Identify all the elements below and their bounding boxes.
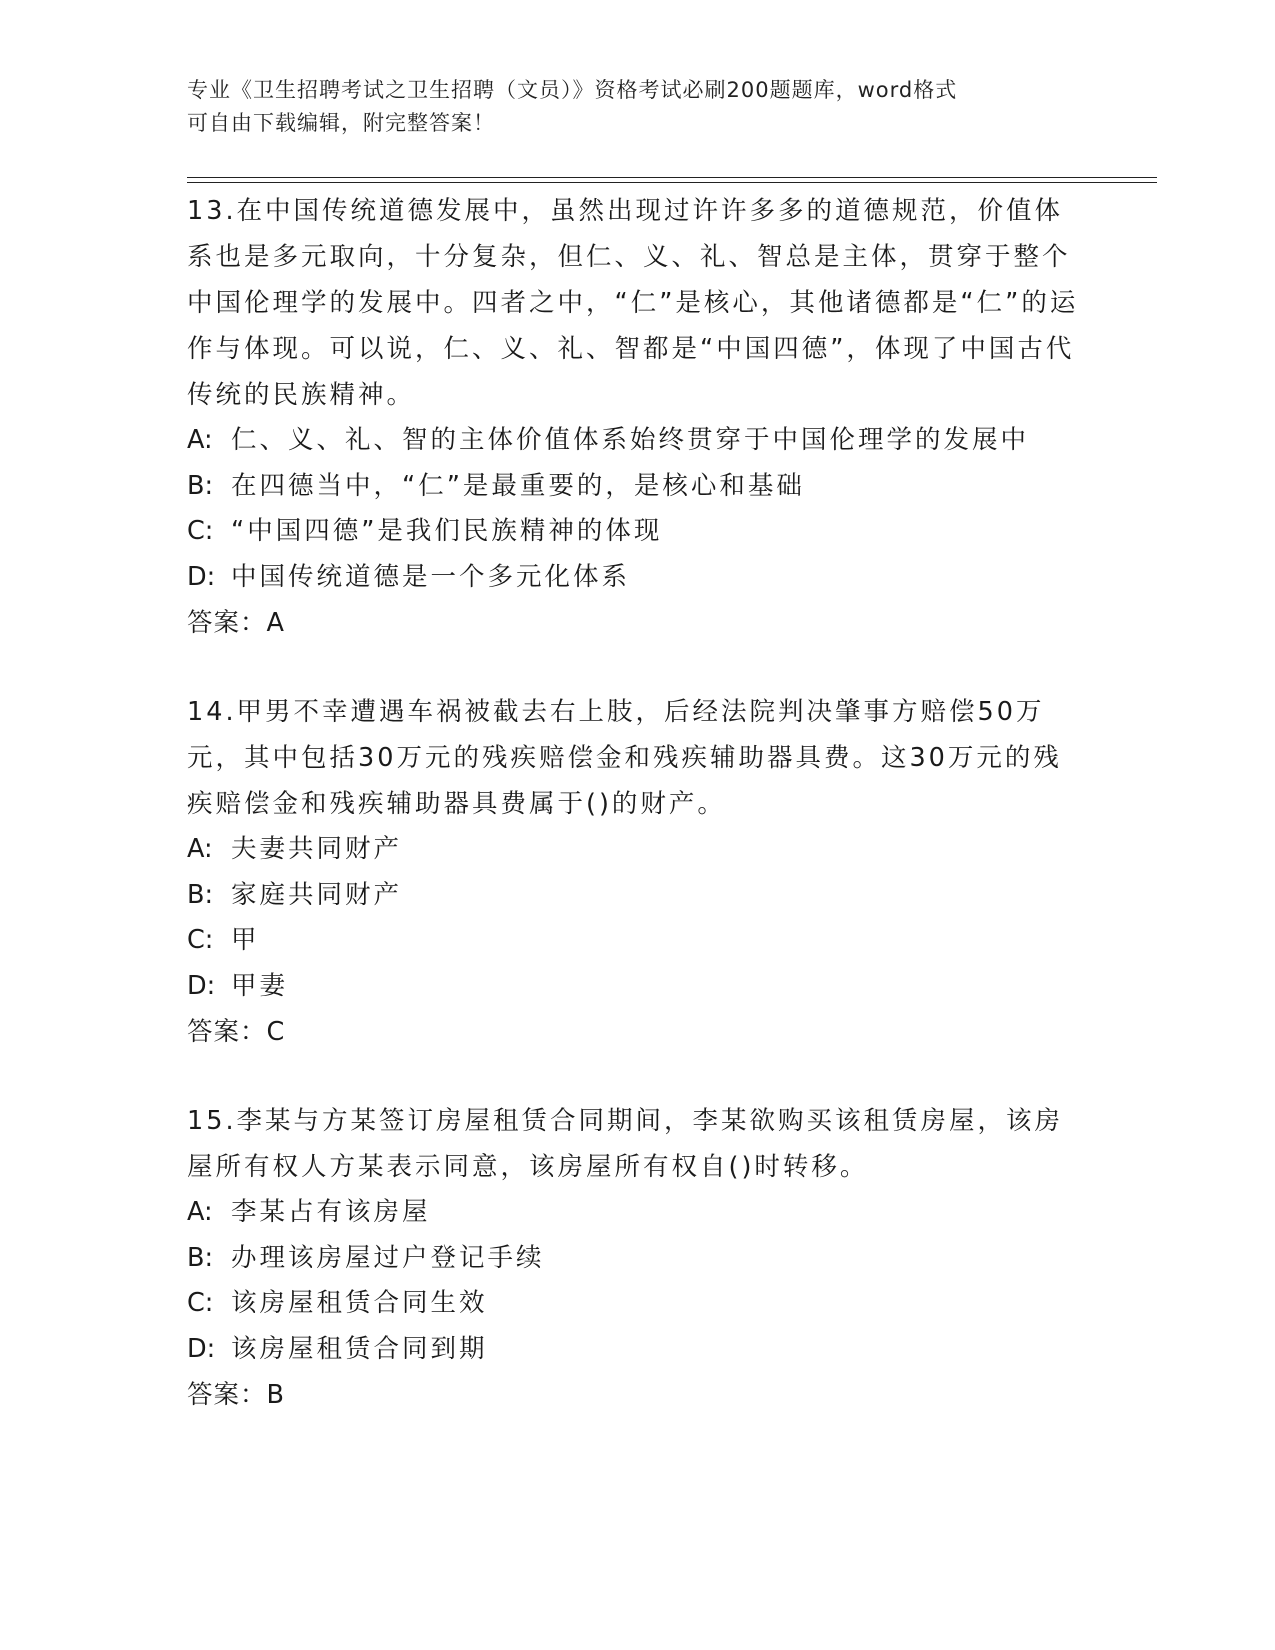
option-c	[187, 509, 1087, 555]
option-a	[187, 418, 1087, 464]
question-15	[187, 1098, 1087, 1418]
option-text: 甲	[231, 925, 260, 955]
option-d	[187, 555, 1087, 601]
option-text: 该房屋租赁合同到期	[231, 1333, 488, 1364]
answer-line: 答案：C	[187, 1017, 286, 1047]
option-text: 该房屋租赁合同生效	[231, 1288, 488, 1318]
option-text: 中国传统道德是一个多元化体系	[231, 561, 631, 592]
option-letter: A:	[187, 834, 213, 864]
option-letter: A:	[187, 1197, 213, 1227]
question-13	[187, 188, 1087, 646]
option-text: 夫妻共同财产	[231, 834, 403, 864]
header-line-1: 专业《卫生招聘考试之卫生招聘（文员）》资格考试必刷200题题库，word格式	[187, 78, 958, 102]
option-c	[187, 918, 1087, 964]
option-letter: C:	[187, 925, 214, 955]
option-letter: D:	[187, 561, 216, 592]
option-a	[187, 827, 1087, 873]
option-b	[187, 464, 1087, 510]
option-letter: B:	[187, 470, 214, 501]
option-text: 甲妻	[231, 970, 289, 1001]
header-line-2: 可自由下载编辑，附完整答案！	[187, 111, 495, 135]
option-text: 仁、义、礼、智的主体价值体系始终贯穿于中国伦理学的发展中	[231, 425, 1030, 455]
option-text: 办理该房屋过户登记手续	[231, 1242, 545, 1273]
option-letter: C:	[187, 516, 214, 546]
answer-line: 答案：A	[187, 608, 285, 638]
option-b	[187, 1236, 1087, 1282]
header-divider-top	[187, 177, 1157, 178]
option-c	[187, 1281, 1087, 1327]
answer-line: 答案：B	[187, 1380, 285, 1410]
option-text: 李某占有该房屋	[231, 1197, 431, 1227]
option-letter: C:	[187, 1288, 214, 1318]
option-letter: B:	[187, 1242, 214, 1273]
question-stem: 13.在中国传统道德发展中，虽然出现过许许多多的道德规范，价值体系也是多元取向，十分复杂，但仁、义、礼、智总是主体，贯穿于整个中国伦理学的发展中。四者之中，“仁”是核心，其他诸德都是“仁”的运作与体现。可以说，仁、义、礼、智都是“中国四德”，体现了中国古代传统的民族精神。	[187, 196, 1079, 410]
document-header	[187, 74, 1087, 140]
header-divider-bottom	[187, 182, 1157, 183]
option-letter: B:	[187, 879, 214, 910]
option-d	[187, 964, 1087, 1010]
option-letter: A:	[187, 425, 213, 455]
question-stem: 14.甲男不幸遭遇车祸被截去右上肢，后经法院判决肇事方赔偿50万元，其中包括30万元的残疾赔偿金和残疾辅助器具费。这30万元的残疾赔偿金和残疾辅助器具费属于()的财产。	[187, 697, 1062, 819]
option-text: “中国四德”是我们民族精神的体现	[231, 516, 663, 546]
option-d	[187, 1327, 1087, 1373]
option-text: 在四德当中，“仁”是最重要的，是核心和基础	[231, 470, 805, 501]
option-letter: D:	[187, 1333, 216, 1364]
question-stem: 15.李某与方某签订房屋租赁合同期间，李某欲购买该租赁房屋，该房屋所有权人方某表示同意，该房屋所有权自()时转移。	[187, 1106, 1064, 1182]
question-14	[187, 689, 1087, 1055]
option-a	[187, 1190, 1087, 1236]
option-letter: D:	[187, 970, 216, 1001]
option-text: 家庭共同财产	[231, 879, 403, 910]
option-b	[187, 873, 1087, 919]
